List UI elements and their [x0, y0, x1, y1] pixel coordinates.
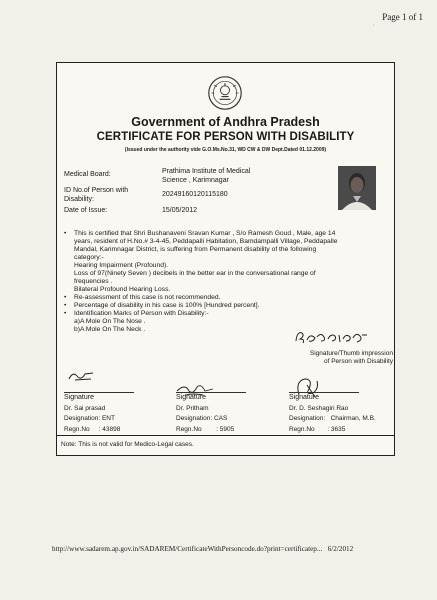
state-emblem-icon: [207, 75, 243, 111]
identification-item: • Identification Marks of Person with Disability:-: [64, 310, 209, 317]
footer-url[interactable]: http://www.sadarem.ap.gov.in/SADAREM/CertificateWithPersoncode.do?print=certificatep...: [52, 545, 323, 553]
percentage-item: • Percentage of disability in his case is 100% [Hundred percent].: [64, 302, 260, 309]
certification-statement: • This is certified that Shri Bushanaveni Sravan Kumar , S/o Ramesh Goud , Male, age 14 years, resident of H.No.# 3-4-45, Peddapalli Habitation, Bamdampalli Village, Peddapalle Mandal, Karimnagar District, is suffering from Permanent disability of the following category:- Hearing Impairment (Profound). Loss of 97(Ninety Seven ) decibels in the better ear in the conversational range of frequencies . Bilateral Profound Hearing Loss.: [64, 230, 338, 293]
id-number-label: ID No.of Person with Disability:: [64, 187, 129, 203]
signatory-2: [176, 393, 234, 435]
certificate: [56, 62, 395, 456]
authority-line: (Issued under the authority vide G.O.Ms.No.31, WD CW & DW Dept.Dated 01.12.2009): [124, 147, 327, 153]
signatory1-designation: Designation: ENT: [64, 415, 115, 422]
signatory-3: [289, 393, 376, 435]
date-of-issue-value: 15/05/2012: [162, 207, 198, 214]
page-footer: [52, 545, 353, 553]
person-photo: [338, 166, 376, 210]
signatory3-designation: Designation: Chairman, M.B.: [289, 415, 376, 422]
signatory3-name: Dr. D. Seshagiri Rao: [289, 404, 349, 412]
person-signature-caption: Signature/Thumb impression of Person with Disability: [309, 350, 393, 365]
identification-mark-b: b)A Mole On The Neck .: [74, 326, 146, 333]
stray-mark: ˈ: [372, 24, 376, 35]
signatory2-name: Dr. Pritham: [176, 404, 209, 412]
signatory3-regn: Regn.No : 3635: [289, 425, 346, 433]
medical-board-label: Medical Board:: [64, 171, 111, 178]
signatory1-regn: Regn.No : 43898: [64, 425, 121, 433]
signatory1-name: Dr. Sai prasad: [64, 404, 106, 412]
signatory2-designation: Designation: CAS: [176, 415, 228, 422]
id-number-value: 20249160120115180: [162, 191, 228, 198]
certificate-body: [64, 230, 389, 334]
signatory1-title: Signature: [64, 394, 94, 401]
validity-note: Note: This is not valid for Medico-Legal cases.: [57, 435, 394, 448]
certificate-title: CERTIFICATE FOR PERSON WITH DISABILITY: [96, 131, 355, 143]
signatory3-title: Signature: [289, 394, 319, 401]
signatory-1: [64, 393, 120, 435]
identification-mark-a: a)A Mole On The Nose .: [74, 318, 146, 325]
signatory2-regn: Regn.No : 5905: [176, 425, 235, 433]
page-number: Page 1 of 1: [382, 12, 423, 22]
signatory1-handwritten-signature: [67, 369, 97, 383]
person-handwritten-signature: [293, 327, 371, 347]
signatory2-title: Signature: [176, 394, 206, 401]
reassessment-item: • Re-assessment of this case is not recommended.: [64, 294, 221, 301]
medical-board-name: Prathima Institute of Medical Science , Karimnagar: [162, 168, 251, 184]
government-heading: Government of Andhra Pradesh: [131, 115, 320, 129]
footer-date: 6/2/2012: [327, 545, 354, 553]
date-of-issue-label: Date of Issue:: [64, 207, 108, 214]
